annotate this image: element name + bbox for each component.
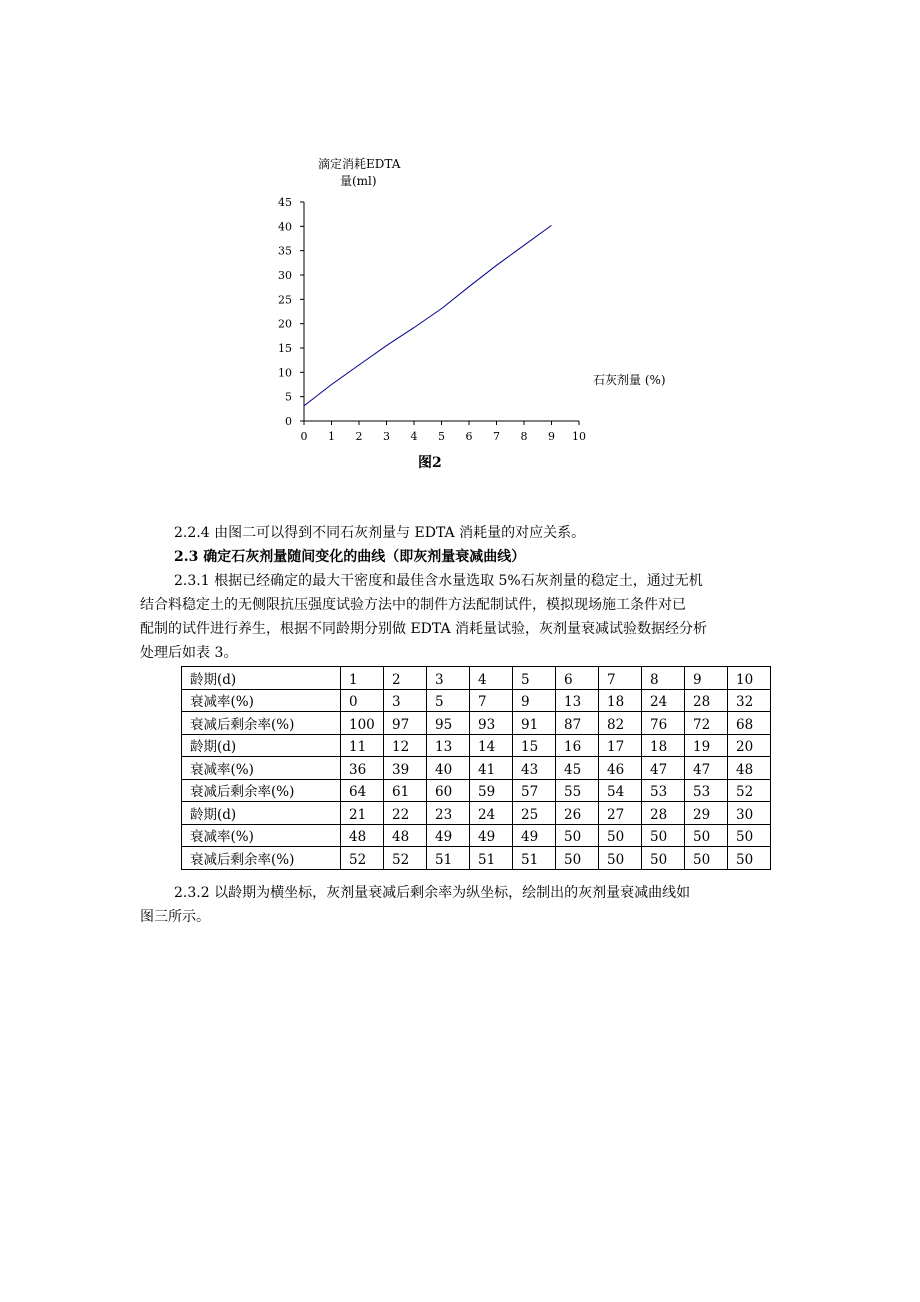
para-2-3-2-line1: 2.3.2 以龄期为横坐标，灰剂量衰减后剩余率为纵坐标，绘制出的灰剂量衰减曲线如 <box>174 885 691 901</box>
y-tick-label: 35 <box>278 244 292 258</box>
table-cell: 46 <box>599 757 642 780</box>
table-cell: 50 <box>685 847 728 870</box>
row-label-cell: 龄期(d) <box>182 802 341 825</box>
table-cell: 9 <box>513 689 556 712</box>
x-tick-label: 4 <box>410 430 418 443</box>
table-cell: 2 <box>384 667 427 690</box>
y-axis-ticks <box>278 196 304 428</box>
table-cell: 50 <box>599 847 642 870</box>
table-cell: 9 <box>685 667 728 690</box>
table-cell: 19 <box>685 734 728 757</box>
table-cell: 30 <box>728 802 771 825</box>
row-label-cell: 龄期(d) <box>182 667 341 690</box>
y-tick-label: 15 <box>278 342 292 355</box>
row-label-cell: 衰减后剩余率(%) <box>182 847 341 870</box>
table-cell: 14 <box>470 734 513 757</box>
x-tick-label: 9 <box>548 430 555 443</box>
table-cell: 0 <box>341 689 384 712</box>
para-2-3-1-line2: 结合料稳定土的无侧限抗压强度试验方法中的制件方法配制试件，模拟现场施工条件对已 <box>140 597 686 613</box>
table-cell: 60 <box>427 779 470 802</box>
table-row <box>182 712 771 735</box>
x-tick-label: 8 <box>520 430 528 443</box>
y-tick-label: 30 <box>278 269 292 282</box>
table-cell: 23 <box>427 802 470 825</box>
table-cell: 82 <box>599 712 642 735</box>
table-cell: 50 <box>556 824 599 847</box>
table-cell: 11 <box>341 734 384 757</box>
table-cell: 28 <box>685 689 728 712</box>
x-tick-label: 0 <box>300 430 308 443</box>
para-2-3-2-line2: 图三所示。 <box>140 909 210 925</box>
table-cell: 59 <box>470 779 513 802</box>
y-tick-label: 25 <box>278 293 292 307</box>
table-cell: 18 <box>642 734 685 757</box>
table-cell: 91 <box>513 712 556 735</box>
y-tick-label: 10 <box>278 366 292 380</box>
table-row <box>182 667 771 690</box>
chart-ylabel-line1: 滴定消耗EDTA <box>318 157 401 171</box>
x-tick-label: 10 <box>572 430 586 443</box>
table-cell: 45 <box>556 757 599 780</box>
table-row <box>182 802 771 825</box>
table-cell: 18 <box>599 689 642 712</box>
x-tick-label: 2 <box>355 430 363 443</box>
table-row <box>182 847 771 870</box>
x-tick-label: 5 <box>438 430 445 443</box>
table-cell: 51 <box>513 847 556 870</box>
table-cell: 29 <box>685 802 728 825</box>
row-label-cell: 龄期(d) <box>182 734 341 757</box>
edta-chart <box>270 150 670 480</box>
table-cell: 93 <box>470 712 513 735</box>
table-cell: 50 <box>556 847 599 870</box>
para-2-3-1-line3: 配制的试件进行养生，根据不同龄期分别做 EDTA 消耗量试验，灰剂量衰减试验数据经分析 <box>140 621 708 637</box>
table-cell: 52 <box>341 847 384 870</box>
x-axis-ticks <box>301 421 587 443</box>
y-tick-label: 40 <box>278 220 292 234</box>
table-cell: 48 <box>384 824 427 847</box>
x-tick-label: 6 <box>465 430 473 443</box>
table-cell: 36 <box>341 757 384 780</box>
y-tick-label: 5 <box>285 390 292 404</box>
table-cell: 39 <box>384 757 427 780</box>
table-cell: 1 <box>341 667 384 690</box>
table-cell: 48 <box>341 824 384 847</box>
series-line <box>304 225 552 406</box>
table-cell: 3 <box>384 689 427 712</box>
table-cell: 61 <box>384 779 427 802</box>
table-row <box>182 779 771 802</box>
chart-title: 图2 <box>418 455 442 471</box>
table-cell: 26 <box>556 802 599 825</box>
table-cell: 55 <box>556 779 599 802</box>
table-cell: 22 <box>384 802 427 825</box>
series-group <box>304 225 552 406</box>
table-cell: 43 <box>513 757 556 780</box>
table-cell: 17 <box>599 734 642 757</box>
table-row <box>182 734 771 757</box>
table-cell: 100 <box>341 712 384 735</box>
table-cell: 16 <box>556 734 599 757</box>
table-cell: 24 <box>642 689 685 712</box>
row-label-cell: 衰减后剩余率(%) <box>182 779 341 802</box>
table-cell: 50 <box>642 847 685 870</box>
table-cell: 20 <box>728 734 771 757</box>
table-cell: 40 <box>427 757 470 780</box>
table-cell: 3 <box>427 667 470 690</box>
row-label-cell: 衰减率(%) <box>182 689 341 712</box>
table-cell: 50 <box>728 847 771 870</box>
table-cell: 76 <box>642 712 685 735</box>
chart-xlabel: 石灰剂量 (%) <box>593 373 666 387</box>
table-cell: 57 <box>513 779 556 802</box>
table-cell: 7 <box>599 667 642 690</box>
row-label-cell: 衰减后剩余率(%) <box>182 712 341 735</box>
table-cell: 50 <box>685 824 728 847</box>
table-cell: 10 <box>728 667 771 690</box>
table-cell: 68 <box>728 712 771 735</box>
table-cell: 53 <box>642 779 685 802</box>
heading-2-3: 2.3 确定石灰剂量随间变化的曲线（即灰剂量衰减曲线） <box>174 549 526 565</box>
para-2-3-1-line4: 处理后如表 3。 <box>140 645 238 661</box>
table-cell: 15 <box>513 734 556 757</box>
table-cell: 32 <box>728 689 771 712</box>
table-cell: 72 <box>685 712 728 735</box>
table-cell: 28 <box>642 802 685 825</box>
table-cell: 87 <box>556 712 599 735</box>
table-row <box>182 757 771 780</box>
table-cell: 12 <box>384 734 427 757</box>
table-cell: 95 <box>427 712 470 735</box>
table-cell: 97 <box>384 712 427 735</box>
table-cell: 50 <box>642 824 685 847</box>
y-tick-label: 45 <box>278 196 292 209</box>
table-cell: 21 <box>341 802 384 825</box>
table-cell: 13 <box>556 689 599 712</box>
row-label-cell: 衰减率(%) <box>182 757 341 780</box>
table-cell: 49 <box>470 824 513 847</box>
y-tick-label: 0 <box>285 415 292 428</box>
table-cell: 8 <box>642 667 685 690</box>
x-tick-label: 7 <box>493 430 500 443</box>
table-cell: 49 <box>427 824 470 847</box>
row-label-cell: 衰减率(%) <box>182 824 341 847</box>
table-cell: 13 <box>427 734 470 757</box>
table-cell: 52 <box>384 847 427 870</box>
table-cell: 6 <box>556 667 599 690</box>
table-row <box>182 689 771 712</box>
table-cell: 47 <box>685 757 728 780</box>
table-cell: 4 <box>470 667 513 690</box>
table-cell: 47 <box>642 757 685 780</box>
table-cell: 64 <box>341 779 384 802</box>
table-cell: 51 <box>470 847 513 870</box>
table-cell: 24 <box>470 802 513 825</box>
chart-ylabel-line2: 量(ml) <box>340 174 377 188</box>
table-cell: 5 <box>427 689 470 712</box>
decay-table <box>181 666 771 870</box>
table-cell: 27 <box>599 802 642 825</box>
table-cell: 7 <box>470 689 513 712</box>
x-tick-label: 3 <box>383 430 390 443</box>
table-cell: 54 <box>599 779 642 802</box>
x-tick-label: 1 <box>328 430 335 443</box>
para-2-2-4: 2.2.4 由图二可以得到不同石灰剂量与 EDTA 消耗量的对应关系。 <box>174 525 586 541</box>
table-cell: 5 <box>513 667 556 690</box>
table-cell: 25 <box>513 802 556 825</box>
table-cell: 49 <box>513 824 556 847</box>
table-cell: 51 <box>427 847 470 870</box>
table-cell: 53 <box>685 779 728 802</box>
table-cell: 48 <box>728 757 771 780</box>
table-cell: 50 <box>599 824 642 847</box>
table-cell: 50 <box>728 824 771 847</box>
para-2-3-1-line1: 2.3.1 根据已经确定的最大干密度和最佳含水量选取 5%石灰剂量的稳定土，通过无机 <box>174 573 703 589</box>
table-cell: 41 <box>470 757 513 780</box>
table-cell: 52 <box>728 779 771 802</box>
table-row <box>182 824 771 847</box>
y-tick-label: 20 <box>278 317 292 331</box>
